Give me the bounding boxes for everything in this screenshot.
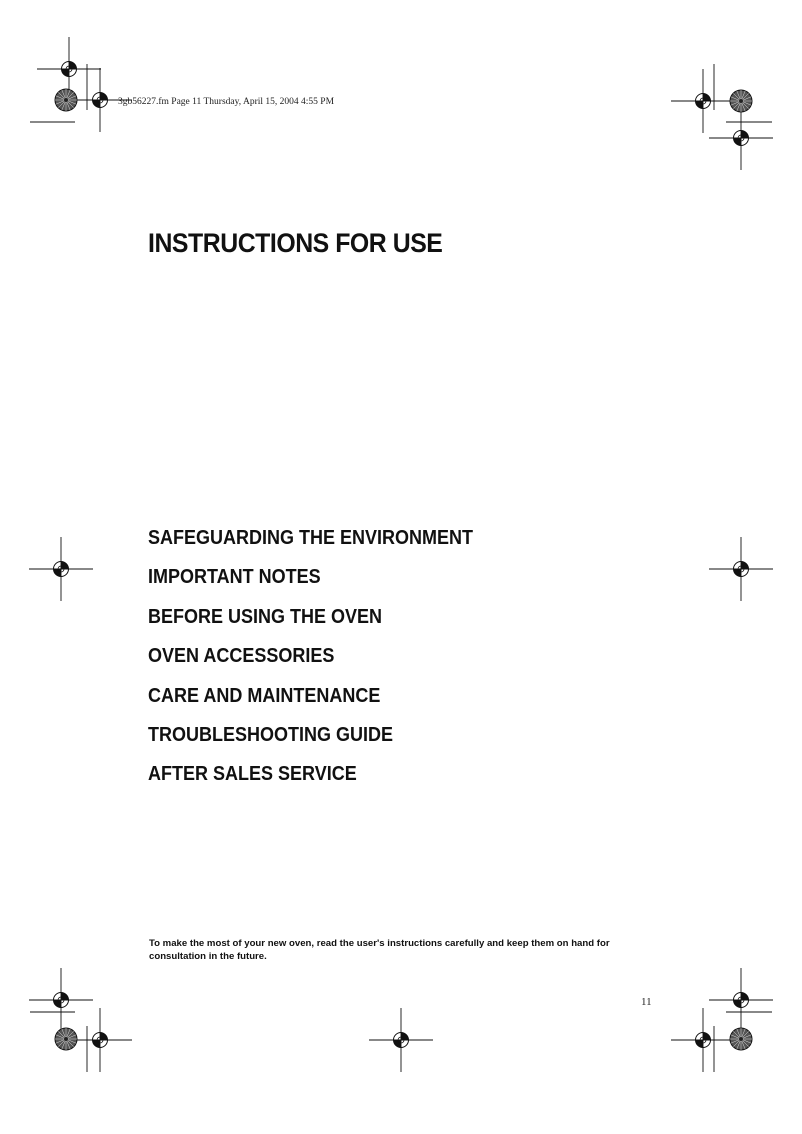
toc-item-before-using-oven: BEFORE USING THE OVEN xyxy=(148,605,383,628)
registration-crosshair-icon xyxy=(671,1008,735,1072)
toc-item-troubleshooting-guide: TROUBLESHOOTING GUIDE xyxy=(148,723,394,746)
registration-crosshair-icon xyxy=(29,537,93,601)
toc-item-safeguarding-environment: SAFEGUARDING THE ENVIRONMENT xyxy=(148,527,474,549)
registration-crosshair-icon xyxy=(709,968,773,1032)
color-target-icon xyxy=(55,1028,77,1050)
trim-lines xyxy=(30,64,772,1072)
registration-crosshair-icon xyxy=(68,68,132,132)
color-target-icon xyxy=(55,89,77,111)
toc-item-oven-accessories: OVEN ACCESSORIES xyxy=(148,645,335,668)
registration-crosshair-icon xyxy=(709,106,773,170)
file-slug-header: 3gb56227.fm Page 11 Thursday, April 15, 2004 4:55 PM xyxy=(118,97,335,107)
registration-crosshair-icon xyxy=(671,69,735,133)
page-number: 11 xyxy=(641,996,652,1008)
toc-item-care-maintenance: CARE AND MAINTENANCE xyxy=(148,684,381,707)
color-target-icon xyxy=(730,90,752,112)
usage-footnote: To make the most of your new oven, read the user's instructions carefully and keep them on hand for consultation in the future. xyxy=(149,938,610,962)
page-title: INSTRUCTIONS FOR USE xyxy=(148,228,443,258)
registration-crosshair-icon xyxy=(709,537,773,601)
registration-crosshair-icon xyxy=(29,968,93,1032)
color-target-icon xyxy=(730,1028,752,1050)
registration-crosshair-icon xyxy=(369,1008,433,1072)
toc-item-important-notes: IMPORTANT NOTES xyxy=(148,566,321,589)
registration-crosshair-icon xyxy=(68,1008,132,1072)
toc-item-after-sales-service: AFTER SALES SERVICE xyxy=(148,763,357,786)
